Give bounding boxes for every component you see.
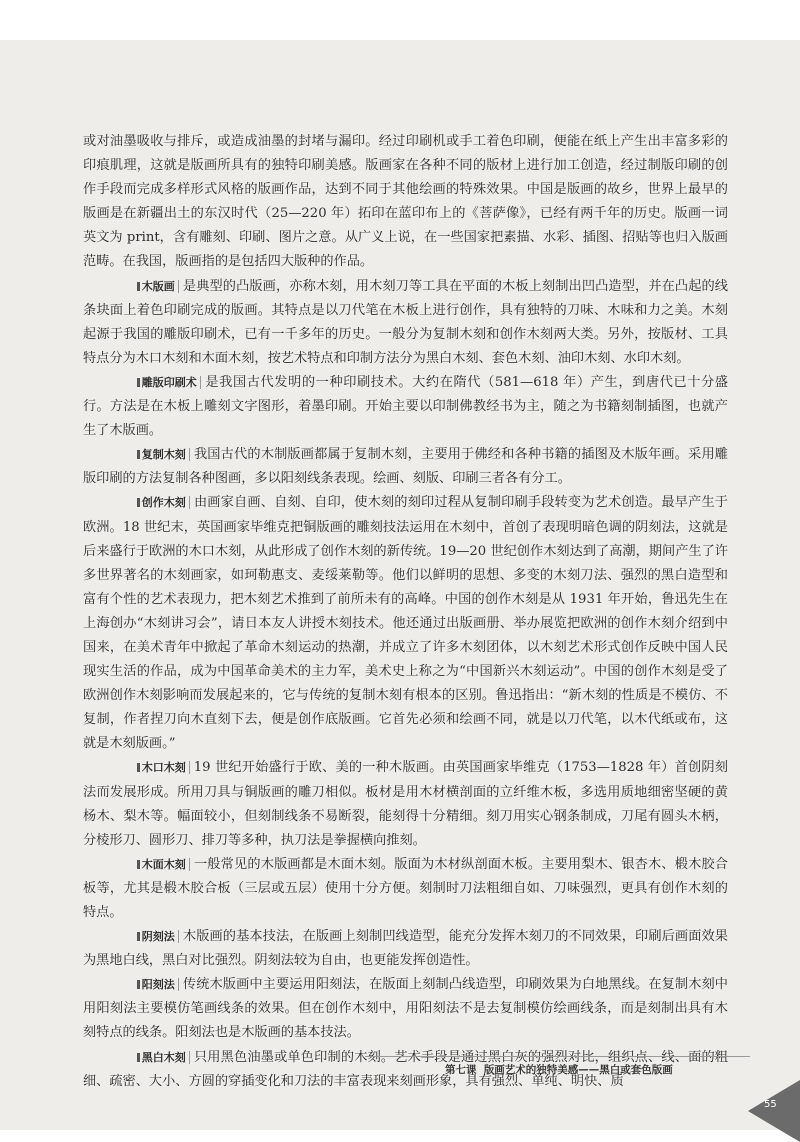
paragraph-intaglio-technique [83,925,728,973]
paragraph-text: 一般常见的木版画都是木面木刻。版面为木材纵剖面木板。主要用梨木、银杏木、椴木胶合板等，尤其是椴木胶合板（三层或五层）使用十分方便。刻制时刀法粗细自如、刀味强烈，更具有创作木刻的特点。 [83,856,728,920]
term-label: 阳刻法 [109,978,178,991]
running-footer [445,1062,673,1077]
paragraph-plank-grain [83,853,728,925]
page-number-tab [748,1080,800,1142]
term-label: 创作木刻 [109,496,189,509]
paragraph-text: 19 世纪开始盛行于欧、美的一种木版画。由英国画家毕维克（1753—1828 年）首创阴刻法而发展形成。所用刀具与铜版画的雕刀相似。板材是用木材横剖面的立纤维木板，多选用质地细密坚硬的黄杨木、梨木等。幅面较小，但刻制线条不易断裂，能刻得十分精细。刻刀用实心钢条制成，刀尾有圆头木柄，分棱形刀、圆形刀、排刀等多种，执刀法是拳握横向推刻。 [83,760,728,848]
term-label: 复制木刻 [109,448,189,461]
paragraph-text: 只用黑色油墨或单色印制的木刻。艺术手段是通过黑白灰的强烈对比，组织点、线、面的粗细、疏密、大小、方圆的穿插变化和刀法的丰富表现来刻画形象，具有强烈、单纯、明快、质 [83,1049,728,1089]
term-label: 黑白木刻 [109,1051,189,1064]
footer-divider [365,1056,750,1057]
paragraph-text: 是典型的凸版画，亦称木刻，用木刻刀等工具在平面的木板上刻制出凹凸造型，并在凸起的线条块面上着色印刷完成的版画。其特点是以刀代笔在木板上进行创作，具有独特的刀味、木味和力之美。木刻起源于我国的雕版印刷术，已有一千多年的历史。一般分为复制木刻和创作木刻两大类。另外，按版材、工具特点分为木口木刻和木面木刻，按艺术特点和印制方法分为黑白木刻、套色木刻、油印木刻、水印木刻。 [83,278,728,366]
paragraph-text: 我国古代的木制版画都属于复制木刻，主要用于佛经和各种书籍的插图及木版年画。采用雕版印刷的方法复制各种图画，多以阳刻线条表现。绘画、刻版、印刷三者各有分工。 [83,447,728,487]
paragraph-text: 是我国古代发明的一种印刷技术。大约在隋代（581—618 年）产生，到唐代已十分盛行。方法是在木板上雕刻文字图形，着墨印刷。开始主要以印制佛教经书为主，随之为书籍刻制插图，也就产生了木版画。 [83,374,728,439]
term-label: 阴刻法 [109,930,178,943]
paragraph-relief-technique [83,973,728,1045]
lesson-title: 版画艺术的独特美感——黑白或套色版画 [483,1064,673,1076]
paragraph-woodcut [83,275,728,371]
textbook-page [0,40,800,1130]
term-label: 木面木刻 [109,858,189,871]
term-label: 雕版印刷术 [109,376,200,389]
paragraph-text: 由画家自画、自刻、自印，使木刻的刻印过程从复制印刷手段转变为艺术创造。最早产生于欧洲。18 世纪末，英国画家毕维克把铜版画的雕刻技法运用在木刻中，首创了表现明暗色调的阴刻法，这就是后来盛行于欧洲的木口木刻，从此形成了创作木刻的新传统。19—20 世纪创作木刻达到了高潮，期间产生了许多世界著名的木刻画家，如珂勒惠支、麦绥莱勒等。他们以鲜明的思想、多变的木刻刀法、强烈的黑白造型和富有个性的艺术表现力，把木刻艺术推到了前所未有的高峰。中国的创作木刻是从 1931 年开始，鲁迅先生在上海创办“木刻讲习会”，请日本友人讲授木刻技术。他还通过出版画册、举办展览把欧洲的创作木刻介绍到中国来，在美术青年中掀起了革命木刻运动的热潮，并成立了许多木刻团体，以木刻艺术形式创作反映中国人民现实生活的作品，成为中国革命美术的主力军，美术史上称之为“中国新兴木刻运动”。中国的创作木刻是受了欧洲创作木刻影响而发展起来的，它与传统的复制木刻有根本的区别。鲁迅指出：“新木刻的性质是不模仿、不复制，作者捏刀向木直刻下去，便是创作底版画。它首先必须和绘画不同，就是以刀代笔，以木代纸或布，这就是木刻版画。” [83,495,728,752]
lesson-number: 第七课 [445,1064,477,1076]
term-label: 木口木刻 [109,761,189,774]
page-number: 55 [764,1099,777,1110]
paragraph-creative-woodcut [83,491,728,756]
intro-paragraph: 或对油墨吸收与排斥，或造成油墨的封堵与漏印。经过印刷机或手工着色印刷，便能在纸上产生出丰富多彩的印痕肌理，这就是版画所具有的独特印刷美感。版画家在各种不同的版材上进行加工创造，经过制版印刷的创作手段而完成多样形式风格的版画作品，达到不同于其他绘画的特殊效果。中国是版画的故乡，世界上最早的版画是在新疆出土的东汉时代（25—220 年）拓印在蓝印布上的《菩萨像》，已经有两千年的历史。版画一词英文为 print，含有雕刻、印刷、图片之意。从广义上说，在一些国家把素描、水彩、插图、招贴等也归入版画范畴。在我国，版画指的是包括四大版种的作品。 [83,134,728,270]
paragraph-end-grain [83,756,728,852]
paragraph-reproduction-woodcut [83,443,728,491]
paragraph-text: 传统木版画中主要运用阳刻法，在版面上刻制凸线造型，印刷效果为白地黑线。在复制木刻中用阳刻法主要模仿笔画线条的效果。但在创作木刻中，用阳刻法不是去复制模仿绘画线条，而是刻制出具有木刻特点的线条。阳刻法也是木版画的基本技法。 [83,977,728,1041]
term-label: 木版画 [109,280,178,293]
body-text [83,130,728,1094]
paragraph-block-printing [83,371,728,443]
paragraph-text: 木版画的基本技法，在版画上刻制凹线造型，能充分发挥木刻刀的不同效果，印刷后画面效果为黑地白线，黑白对比强烈。阴刻法较为自由，也更能发挥创造性。 [83,929,728,969]
